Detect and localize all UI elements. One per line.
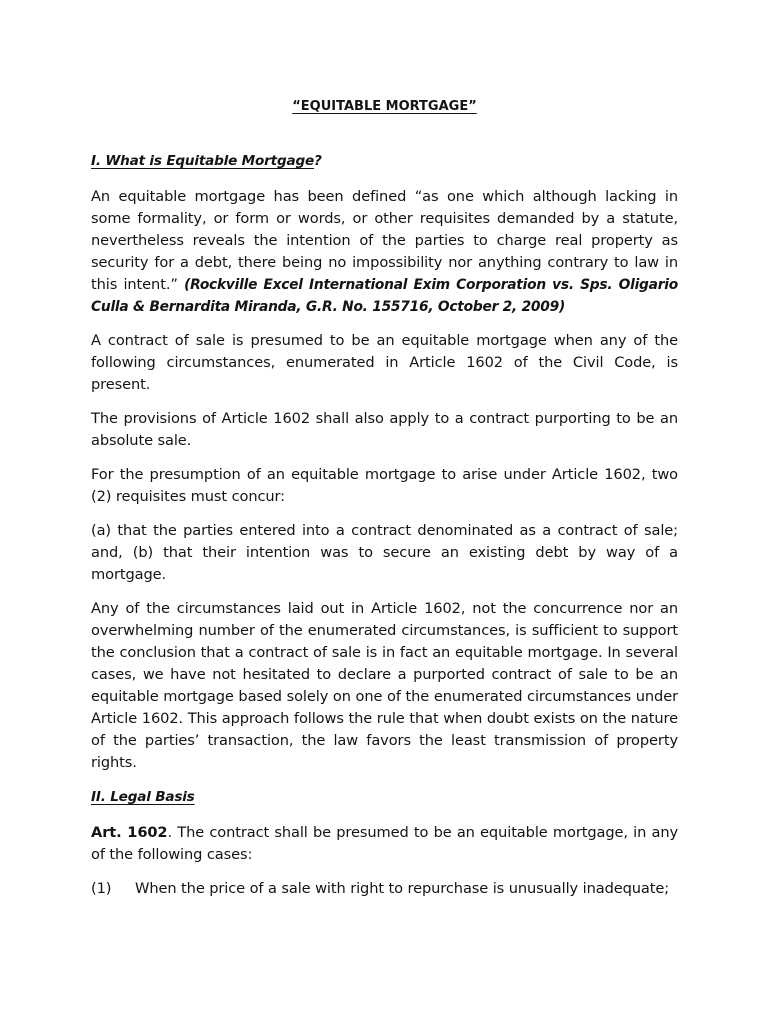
case-citation: (Rockville Excel International Exim Corporation vs. Sps. Oligario Culla & Bernardita Miranda, G.R. No. 155716, October 2, 2009) (91, 277, 678, 315)
definition-paragraph (91, 186, 678, 318)
article-label: Art. 1602 (91, 824, 168, 841)
requisites-paragraph: For the presumption of an equitable mortgage to arise under Article 1602, two (2) requisites must concur: (91, 466, 678, 505)
article-item (91, 878, 678, 900)
section-1-heading (91, 150, 678, 172)
absolute-sale-paragraph: The provisions of Article 1602 shall also apply to a contract purporting to be an absolute sale. (91, 410, 678, 449)
section-2-heading-text: II. Legal Basis (91, 789, 195, 805)
article-item-text: When the price of a sale with right to repurchase is unusually inadequate; (135, 880, 670, 897)
article-item-number: (1) (91, 880, 112, 897)
requisites-list-paragraph: (a) that the parties entered into a contract denominated as a contract of sale; and, (b) that their intention was to secure an existing debt by way of a mortgage. (91, 522, 678, 583)
article-text: . The contract shall be presumed to be an equitable mortgage, in any of the following cases: (91, 824, 678, 863)
section-1-heading-text: I. What is Equitable Mortgage (91, 153, 315, 169)
section-1-heading-mark: ? (314, 153, 322, 169)
article-paragraph (91, 822, 678, 866)
document-page (91, 96, 678, 912)
presumption-paragraph: A contract of sale is presumed to be an equitable mortgage when any of the following circumstances, enumerated in Article 1602 of the Civil Code, is present. (91, 332, 678, 393)
section-2-heading (91, 786, 678, 808)
document-title: “EQUITABLE MORTGAGE” (292, 99, 477, 114)
circumstances-paragraph: Any of the circumstances laid out in Article 1602, not the concurrence nor an overwhelming number of the enumerated circumstances, is sufficient to support the conclusion that a contract of sale is in fact an equitable mortgage. In several cases, we have not hesitated to declare a purported contract of sale to be an equitable mortgage based solely on one of the enumerated circumstances under Article 1602. This approach follows the rule that when doubt exists on the nature of the parties’ transaction, the law favors the least transmission of property rights. (91, 600, 678, 771)
definition-text: An equitable mortgage has been defined “as one which although lacking in some formality, or form or words, or other requisites demanded by a statute, nevertheless reveals the intention of the parties to charge real property as security for a debt, there being no impossibility nor anything contrary to law in this intent.” (91, 188, 678, 293)
